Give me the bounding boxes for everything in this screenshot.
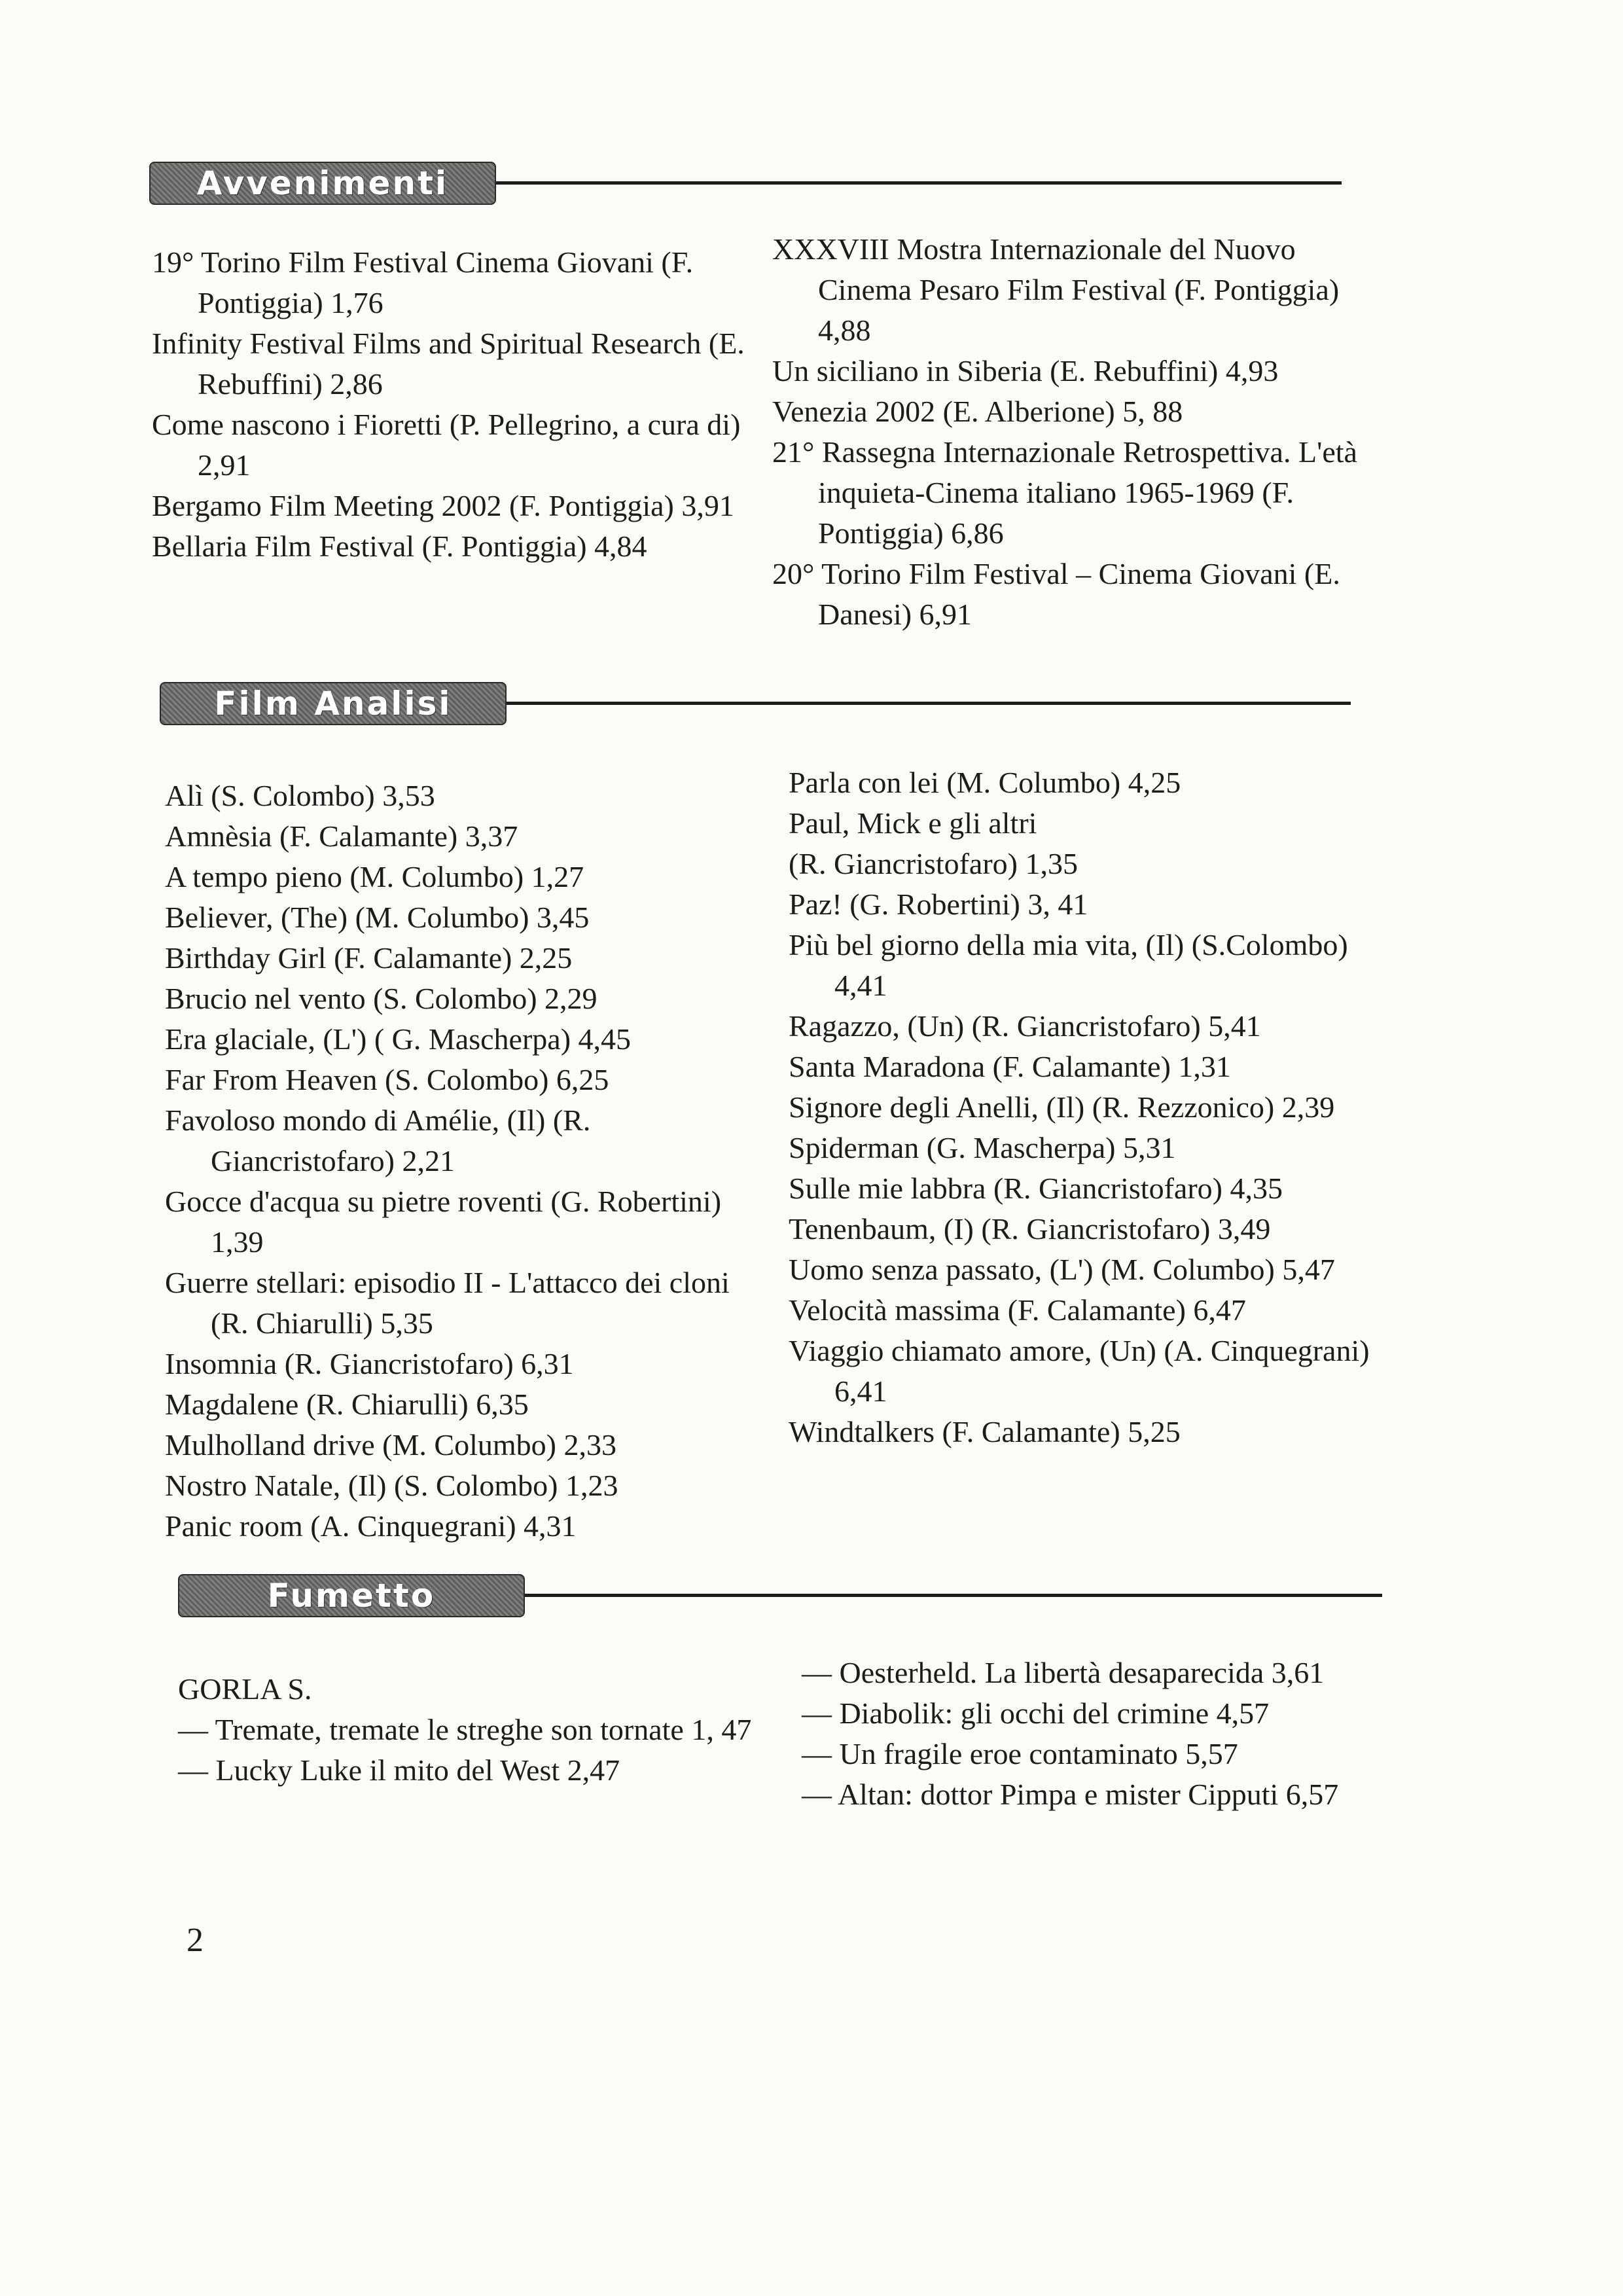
list-item: Nostro Natale, (Il) (S. Colombo) 1,23 <box>165 1469 618 1502</box>
section-header-film-analisi <box>0 677 1623 730</box>
list-item: A tempo pieno (M. Columbo) 1,27 <box>165 860 584 893</box>
section-divider <box>525 1594 1382 1597</box>
fumetto-right-column <box>802 1653 1430 1815</box>
list-item: Parla con lei (M. Columbo) 4,25 <box>789 766 1181 799</box>
page-number: 2 <box>187 1922 204 1959</box>
list-item: Panic room (A. Cinquegrani) 4,31 <box>165 1509 577 1543</box>
list-item: — Tremate, tremate le streghe son tornate 1, 47 <box>178 1713 752 1746</box>
list-item: Sulle mie labbra (R. Giancristofaro) 4,35 <box>789 1172 1283 1205</box>
list-item: Viaggio chiamato amore, (Un) (A. Cinquegrani) 6,41 <box>789 1334 1370 1408</box>
list-item: Uomo senza passato, (L') (M. Columbo) 5,47 <box>789 1253 1335 1286</box>
list-item: Alì (S. Colombo) 3,53 <box>165 779 435 812</box>
list-item: Un siciliano in Siberia (E. Rebuffini) 4,93 <box>772 354 1279 387</box>
list-item: 21° Rassegna Internazionale Retrospettiva. L'età inquieta-Cinema italiano 1965-1969 (F. Pontiggia) 6,86 <box>772 435 1357 550</box>
list-item: — Lucky Luke il mito del West 2,47 <box>178 1753 620 1787</box>
section-title: Film Analisi <box>160 682 507 725</box>
list-item: Windtalkers (F. Calamante) 5,25 <box>789 1415 1181 1448</box>
section-title: Fumetto <box>178 1574 525 1617</box>
list-item: Gocce d'acqua su pietre roventi (G. Robertini) 1,39 <box>165 1185 722 1259</box>
list-item: 20° Torino Film Festival – Cinema Giovani (E. Danesi) 6,91 <box>772 557 1340 631</box>
list-item: Come nascono i Fioretti (P. Pellegrino, a cura di) 2,91 <box>152 408 741 482</box>
list-item: Far From Heaven (S. Colombo) 6,25 <box>165 1063 609 1096</box>
list-item: Venezia 2002 (E. Alberione) 5, 88 <box>772 395 1183 428</box>
avvenimenti-left-column <box>152 242 747 567</box>
list-item: Santa Maradona (F. Calamante) 1,31 <box>789 1050 1231 1083</box>
list-item: Era glaciale, (L') ( G. Mascherpa) 4,45 <box>165 1022 632 1056</box>
section-title: Avvenimenti <box>149 162 496 205</box>
list-item: Velocità massima (F. Calamante) 6,47 <box>789 1293 1246 1327</box>
list-item: — Altan: dottor Pimpa e mister Cipputi 6,57 <box>802 1778 1339 1811</box>
list-item: Più bel giorno della mia vita, (Il) (S.Colombo) 4,41 <box>789 928 1348 1002</box>
list-item: Believer, (The) (M. Columbo) 3,45 <box>165 901 590 934</box>
list-item: Tenenbaum, (I) (R. Giancristofaro) 3,49 <box>789 1212 1271 1246</box>
list-item: Ragazzo, (Un) (R. Giancristofaro) 5,41 <box>789 1009 1261 1043</box>
list-item: Birthday Girl (F. Calamante) 2,25 <box>165 941 573 975</box>
list-item: Signore degli Anelli, (Il) (R. Rezzonico) 2,39 <box>789 1090 1335 1124</box>
section-divider <box>496 181 1342 185</box>
list-item: — Diabolik: gli occhi del crimine 4,57 <box>802 1696 1270 1730</box>
list-item: Infinity Festival Films and Spiritual Research (E. Rebuffini) 2,86 <box>152 327 745 401</box>
list-item: — Oesterheld. La libertà desaparecida 3,61 <box>802 1656 1325 1689</box>
section-divider <box>507 702 1351 705</box>
list-item: Bellaria Film Festival (F. Pontiggia) 4,84 <box>152 529 647 563</box>
avvenimenti-right-column <box>772 229 1361 635</box>
list-item: Bergamo Film Meeting 2002 (F. Pontiggia) 3,91 <box>152 489 734 522</box>
film-analisi-left-column <box>165 776 767 1547</box>
list-item: Paul, Mick e gli altri <box>789 806 1037 840</box>
list-item: Mulholland drive (M. Columbo) 2,33 <box>165 1428 616 1462</box>
fumetto-left-column <box>178 1669 767 1791</box>
list-item: Spiderman (G. Mascherpa) 5,31 <box>789 1131 1176 1164</box>
list-item: Paz! (G. Robertini) 3, 41 <box>789 888 1088 921</box>
list-item: Brucio nel vento (S. Colombo) 2,29 <box>165 982 597 1015</box>
list-item: Amnèsia (F. Calamante) 3,37 <box>165 819 518 853</box>
film-analisi-right-column <box>789 762 1391 1452</box>
list-item: (R. Giancristofaro) 1,35 <box>789 847 1078 880</box>
list-item: — Un fragile eroe contaminato 5,57 <box>802 1737 1238 1770</box>
list-item: Insomnia (R. Giancristofaro) 6,31 <box>165 1347 574 1380</box>
list-item: 19° Torino Film Festival Cinema Giovani (F. Pontiggia) 1,76 <box>152 245 694 319</box>
list-item: XXXVIII Mostra Internazionale del Nuovo Cinema Pesaro Film Festival (F. Pontiggia) 4,88 <box>772 232 1340 347</box>
section-header-avvenimenti <box>0 157 1623 209</box>
section-header-fumetto <box>0 1570 1623 1622</box>
list-item: Magdalene (R. Chiarulli) 6,35 <box>165 1388 529 1421</box>
list-item: Favoloso mondo di Amélie, (Il) (R. Giancristofaro) 2,21 <box>165 1103 591 1177</box>
list-item: Guerre stellari: episodio II - L'attacco dei cloni (R. Chiarulli) 5,35 <box>165 1266 730 1340</box>
list-item: GORLA S. <box>178 1672 312 1706</box>
